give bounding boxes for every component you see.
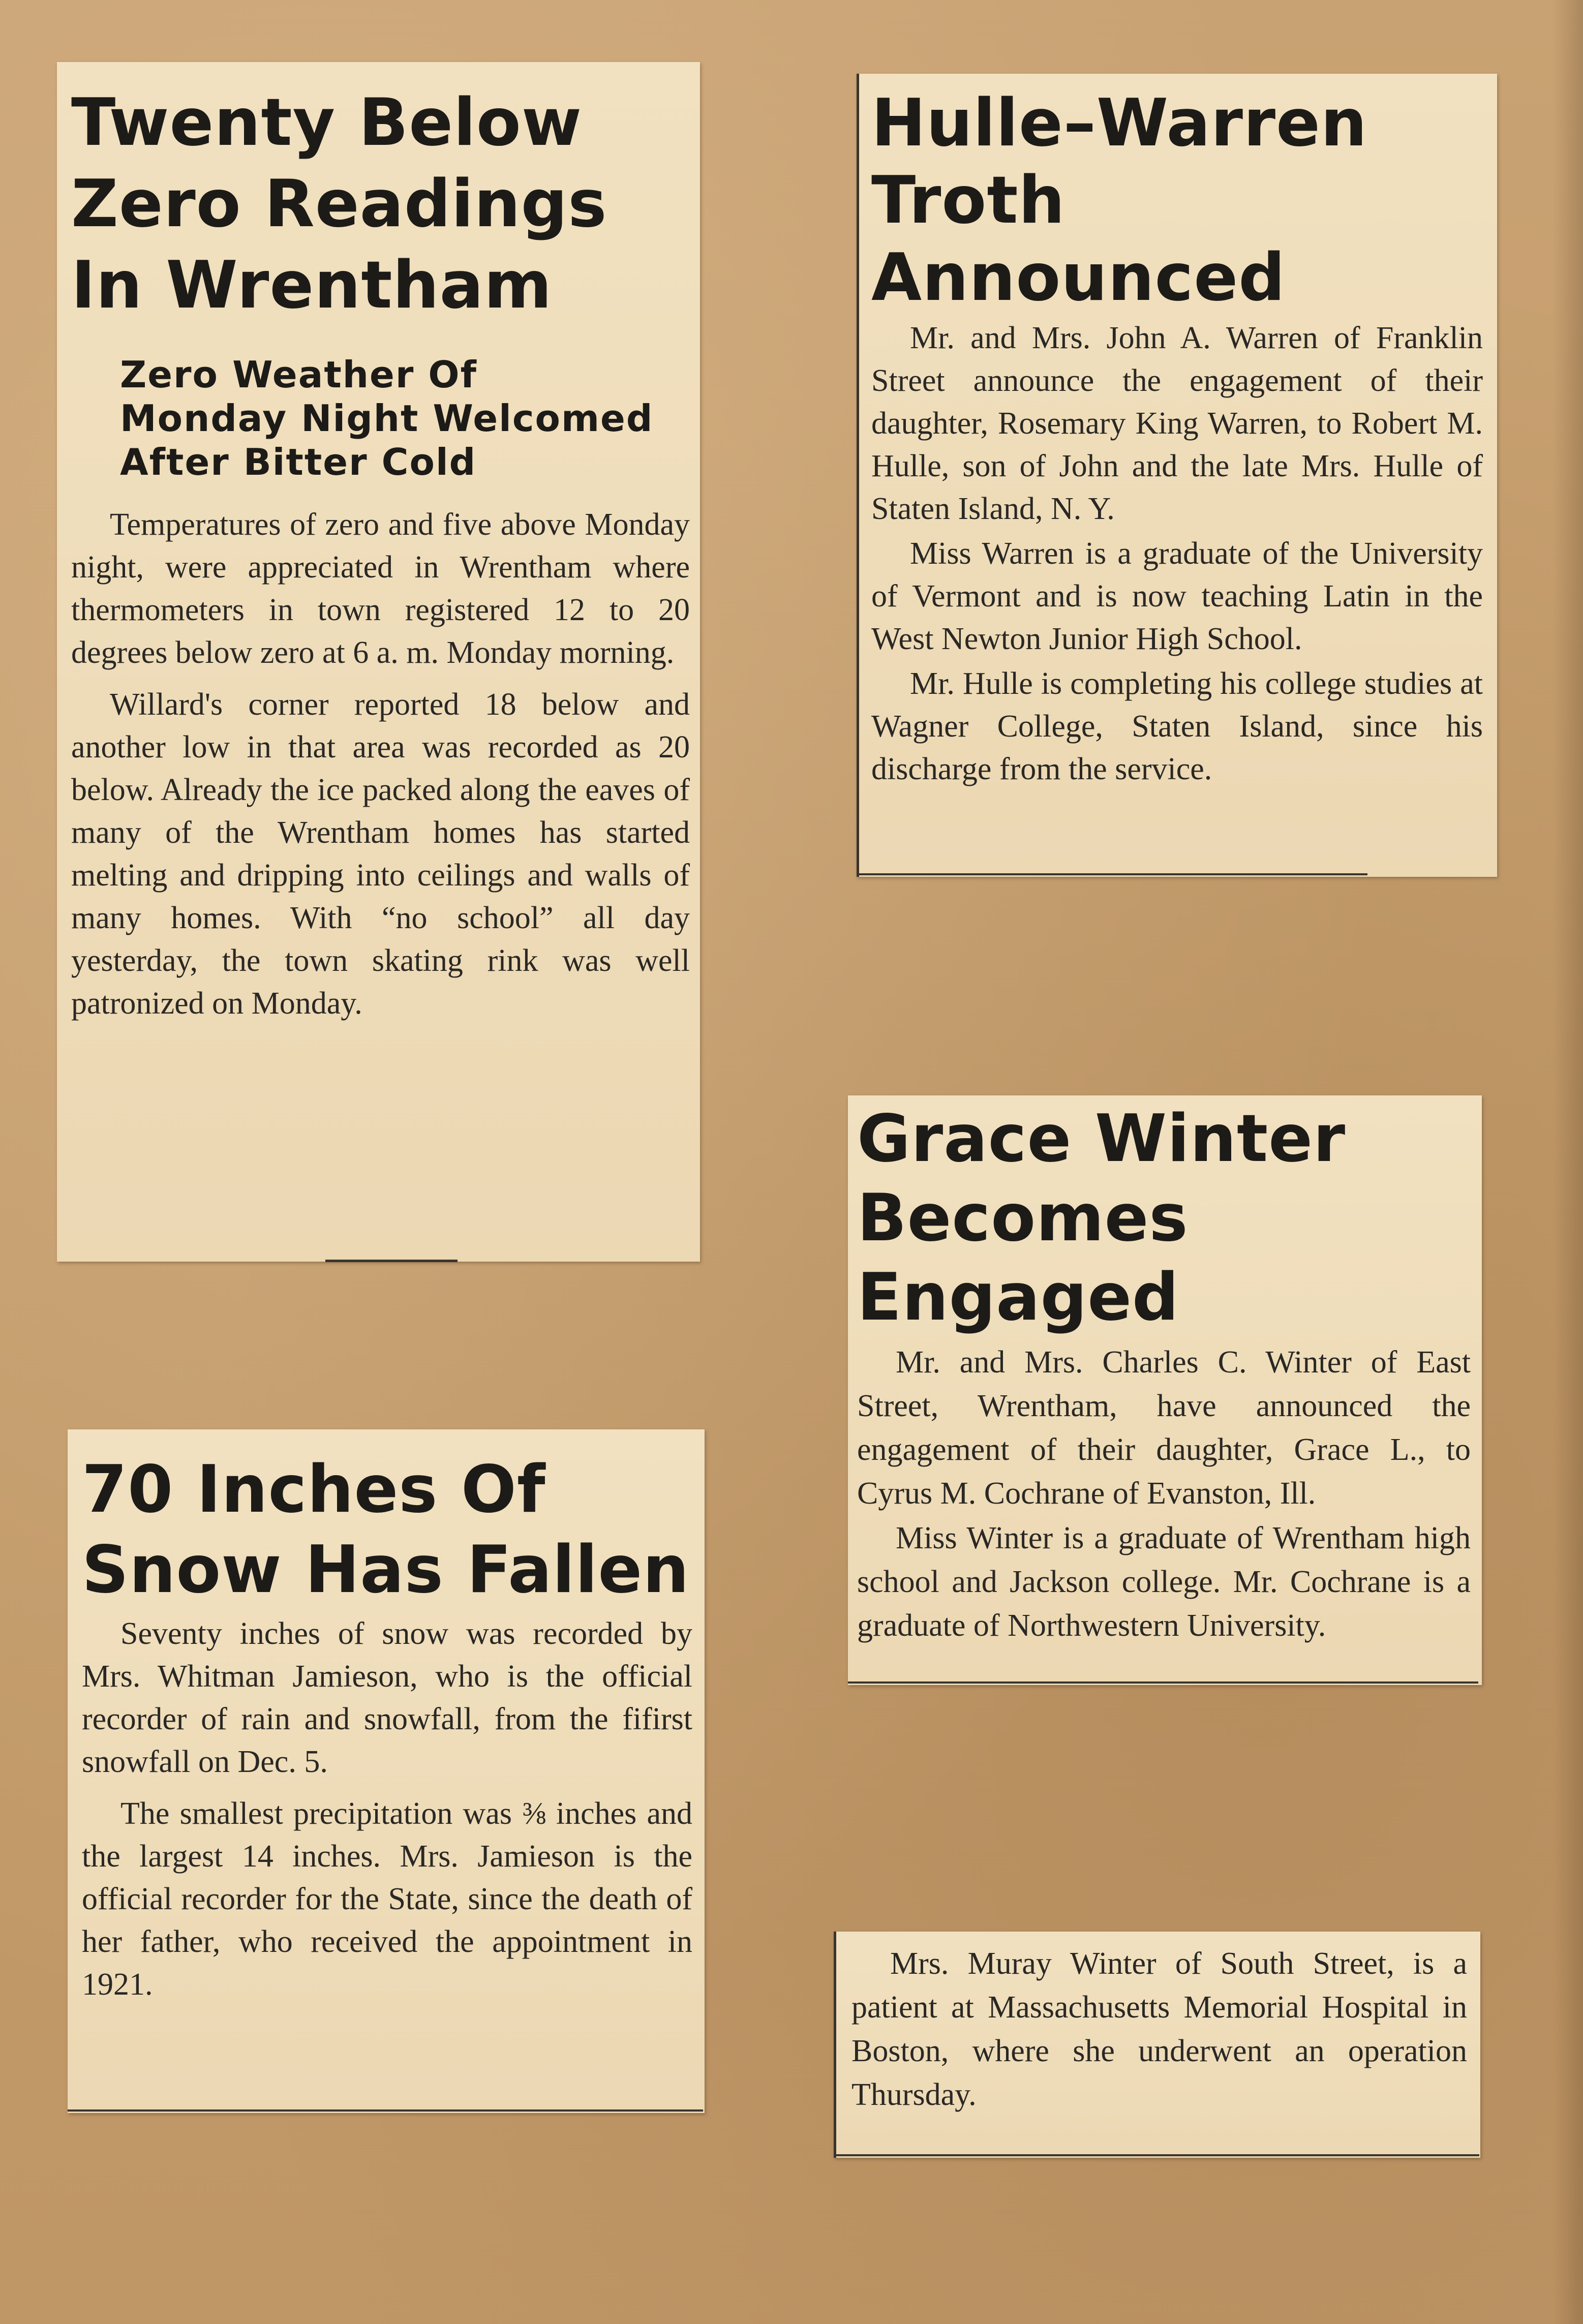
clipping-paragraph: Willard's corner reported 18 below and another low in that area was recorded as 20 below. Already the ice packed along the eaves of many of the Wrentham homes has started melting and dripping into ceilings and walls of many homes. With “no school” all day yesterday, the town skating rink was well patronized on Monday. [71, 687, 690, 1021]
clipping-subhead: Zero Weather Of Monday Night Welcomed After Bitter Cold [120, 353, 654, 483]
clipping-grace-winter [848, 1095, 1482, 1685]
clipping-paragraph: Mr. and Mrs. John A. Warren of Franklin Street announce the engagement of their daughter, Rosemary King Warren, to Robert M. Hulle, son of John and the late Mrs. Hulle of Staten Island, N. Y. [871, 321, 1483, 526]
clipping-headline: Grace Winter Becomes Engaged [857, 1101, 1346, 1335]
clipping-paragraph: Miss Warren is a graduate of the University of Vermont and is now teaching Latin in the West Newton Junior High School. [871, 536, 1483, 656]
clipping-paragraph: Mrs. Muray Winter of South Street, is a patient at Massachusetts Memorial Hospital in Boston, where she underwent an operation Thursday. [851, 1946, 1467, 2112]
clipping-rule [848, 1681, 1478, 1684]
clipping-headline: 70 Inches Of Snow Has Fallen [82, 1452, 690, 1608]
clipping-70-inches [68, 1429, 705, 2113]
page-edge-shadow [1552, 0, 1583, 2324]
clipping-headline: Twenty Below Zero Readings In Wrentham [71, 85, 607, 323]
clipping-rule [834, 2154, 1479, 2156]
clipping-hulle-warren [857, 74, 1497, 877]
clipping-paragraph: Mr. and Mrs. Charles C. Winter of East Street, Wrentham, have announced the engagement of their daughter, Grace L., to Cyrus M. Cochrane of Evanston, Ill. [857, 1345, 1471, 1511]
clipping-paragraph: Seventy inches of snow was recorded by Mrs. Whitman Jamieson, who is the official recorder of rain and snowfall, from the fifirst snowfall on Dec. 5. [82, 1616, 692, 1779]
clipping-rule [325, 1260, 458, 1262]
clipping-rule [68, 2109, 703, 2112]
clipping-twenty-below [57, 62, 700, 1262]
clipping-rule [859, 873, 1367, 875]
clipping-muray-winter [834, 1932, 1480, 2158]
clipping-paragraph: Mr. Hulle is completing his college studies at Wagner College, Staten Island, since his discharge from the service. [871, 666, 1483, 786]
clipping-paragraph: Miss Winter is a graduate of Wrentham high school and Jackson college. Mr. Cochrane is a graduate of Northwestern University. [857, 1521, 1471, 1643]
clipping-paragraph: The smallest precipitation was ⅜ inches and the largest 14 inches. Mrs. Jamieson is the official recorder for the State, since the death of her father, who received the appointment in 1921. [82, 1796, 692, 2002]
clipping-headline: Hulle–Warren Troth Announced [871, 85, 1367, 316]
clipping-paragraph: Temperatures of zero and five above Monday night, were appreciated in Wrentham where thermometers in town registered 12 to 20 degrees below zero at 6 a. m. Monday morning. [71, 507, 690, 670]
